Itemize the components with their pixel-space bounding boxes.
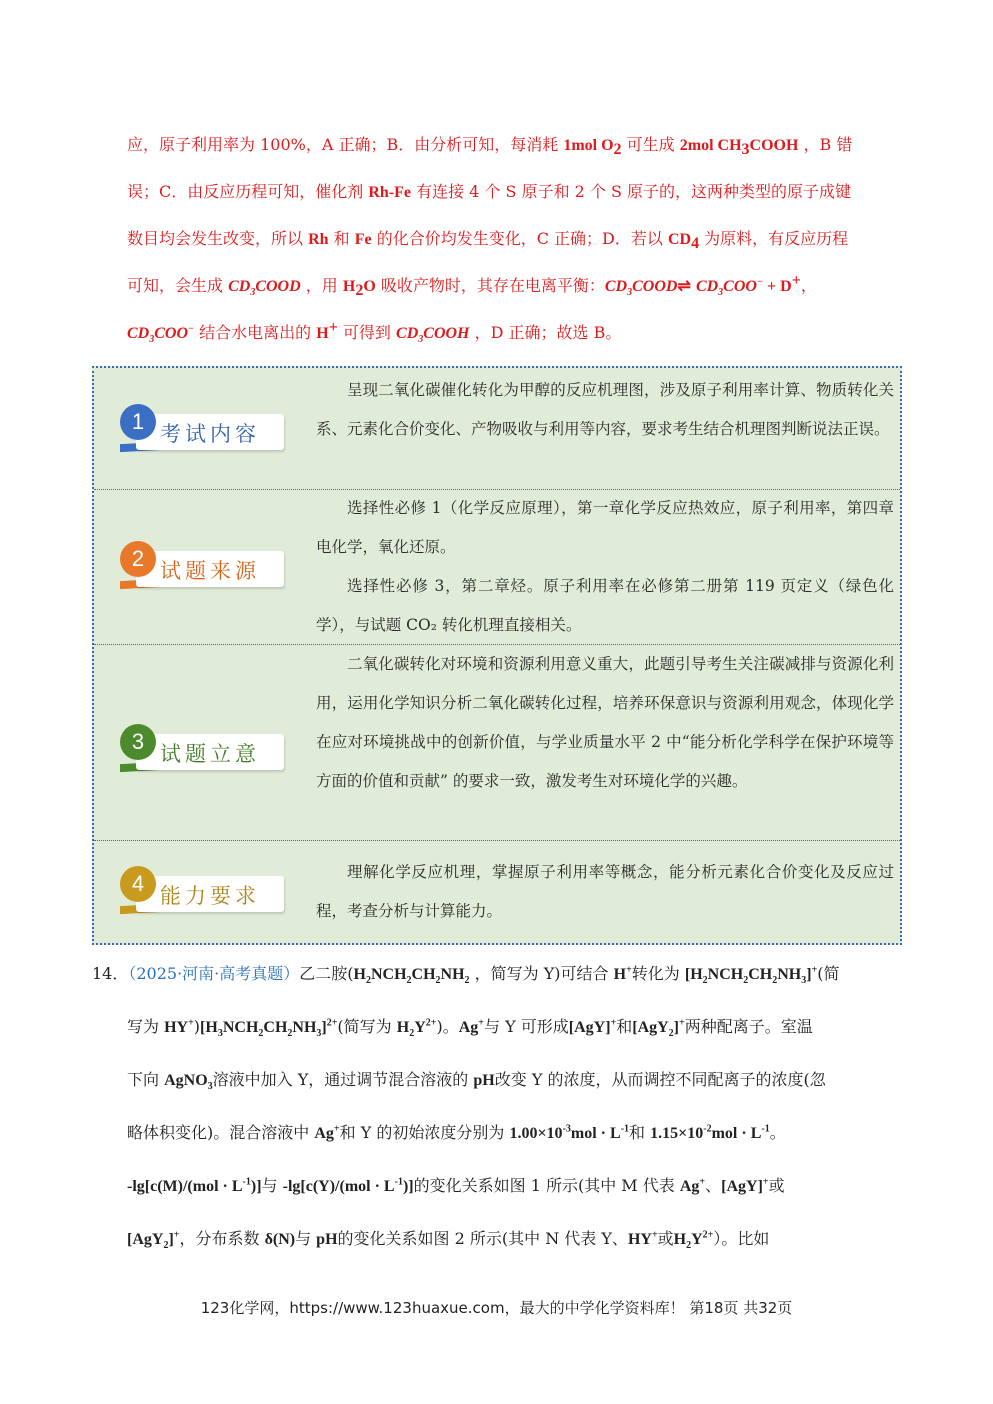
answer-line-1: 应，原子利用率为 100%，A 正确；B．由分析可知，每消耗 1mol $O_2$ 可生成 2mol $CH_3COOH$ ，B 错: [127, 135, 853, 159]
badge-ability-requirements: [114, 866, 284, 922]
question-source: （2025·河南·高考真题）: [128, 964, 300, 983]
badge-title: 考试内容: [160, 422, 260, 446]
question-14: [92, 948, 902, 1266]
badge-title: 能力要求: [160, 884, 260, 908]
section-text: 选择性必修 1（化学反应原理），第一章化学反应热效应，原子利用率，第四章电化学，氧化还原。: [316, 499, 894, 556]
section-question-source: [94, 489, 900, 645]
badge-number-2: 2: [120, 541, 156, 577]
section-text: 二氧化碳转化对环境和资源利用意义重大，此题引导考生关注碳减排与资源化利用，运用化学知识分析二氧化碳转化过程，培养环保意识与资源利用观念，体现化学在应对环境挑战中的创新价值，与学业质量水平 2 中“能分析化学科学在保护环境等方面的价值和贡献” 的要求一致，激发考生对环境化学的兴趣。: [316, 655, 894, 790]
question-line-1: 14．（2025·河南·高考真题）乙二胺($H_2NCH_2CH_2NH_2$ ，简写为 Y)可结合 H+转化为 $[H_2NCH_2CH_2NH_3]^+$(简: [92, 964, 840, 987]
badge-title: 试题来源: [160, 559, 260, 583]
section-exam-content: [94, 368, 900, 490]
section-text: 理解化学反应机理，掌握原子利用率等概念，能分析元素化合价变化及反应过程，考查分析与计算能力。: [316, 863, 894, 920]
badge-question-source: [114, 541, 284, 597]
answer-line-4: 可知，会生成 $CD_3COOD$ ，用 $H_2O$ 吸收产物时，其存在电离平衡：$CD_3COOD\rightleftharpoons$ $CD_3COO^- + D^+$，: [127, 271, 817, 300]
answer-line-2: 误；C．由反应历程可知，催化剂 Rh-Fe 有连接 4 个 S 原子和 2 个 S 原子的，这两种类型的原子成键: [127, 182, 852, 201]
section-ability-requirements: [94, 840, 900, 943]
question-line-5: $-\lg[c(M)/(mol \cdot L^{-1})]$与 $-\lg[c(Y)/(mol \cdot L^{-1})]$的变化关系如图 1 所示(其中 M 代表 Ag+、[AgY]+或: [127, 1176, 785, 1195]
badge-title: 试题立意: [160, 742, 260, 766]
answer-line-5: $CD_3COO^-$ 结合水电离出的 H+ 可得到 $CD_3COOH$ ，D 正确；故选 B。: [127, 318, 622, 346]
question-line-4: 略体积变化)。混合溶液中 Ag+和 Y 的初始浓度分别为 $1.00\times 10^{-3}mol \cdot L^{-1}$和 $1.15\times 10^{-2}mol \cdot L^{-1}$。: [127, 1123, 786, 1142]
badge-question-intent: [114, 724, 284, 780]
badge-number-1: 1: [120, 404, 156, 440]
question-line-2: 写为 $HY^+)[H_3NCH_2CH_2NH_3]^{2+}$(简写为 $H_2Y^{2+}$)。Ag+与 Y 可形成[AgY]+和[AgY$_2$]+两种配离子。室温: [127, 1017, 813, 1040]
answer-line-3: 数目均会发生改变，所以 Rh 和 Fe 的化合价均发生变化，C 正确；D．若以 $CD_4$ 为原料，有反应历程: [127, 229, 849, 253]
analysis-box: [92, 366, 902, 945]
question-number: 14．: [92, 964, 129, 983]
section-question-intent: [94, 644, 900, 841]
section-text: 选择性必修 3，第二章烃。原子利用率在必修第二册第 119 页定义（绿色化学），与试题 CO₂ 转化机理直接相关。: [316, 577, 894, 634]
badge-number-3: 3: [120, 724, 156, 760]
badge-number-4: 4: [120, 866, 156, 902]
question-line-3: 下向 AgNO$_3$溶液中加入 Y，通过调节混合溶液的 pH改变 Y 的浓度，从而调控不同配离子的浓度(忽: [127, 1070, 826, 1093]
answer-explanation: [127, 122, 897, 357]
badge-exam-content: [114, 404, 284, 460]
page-footer: 123化学网，https://www.123huaxue.com，最大的中学化学资料库！ 第18页 共32页: [200, 1299, 793, 1317]
question-line-6: [AgY$_2$]+，分布系数 δ(N)与 pH的变化关系如图 2 所示(其中 N 代表 Y、HY+或$H_2Y^{2+}$）。比如: [127, 1229, 770, 1252]
section-text: 呈现二氧化碳催化转化为甲醇的反应机理图，涉及原子利用率计算、物质转化关系、元素化合价变化、产物吸收与利用等内容，要求考生结合机理图判断说法正误。: [316, 381, 894, 438]
